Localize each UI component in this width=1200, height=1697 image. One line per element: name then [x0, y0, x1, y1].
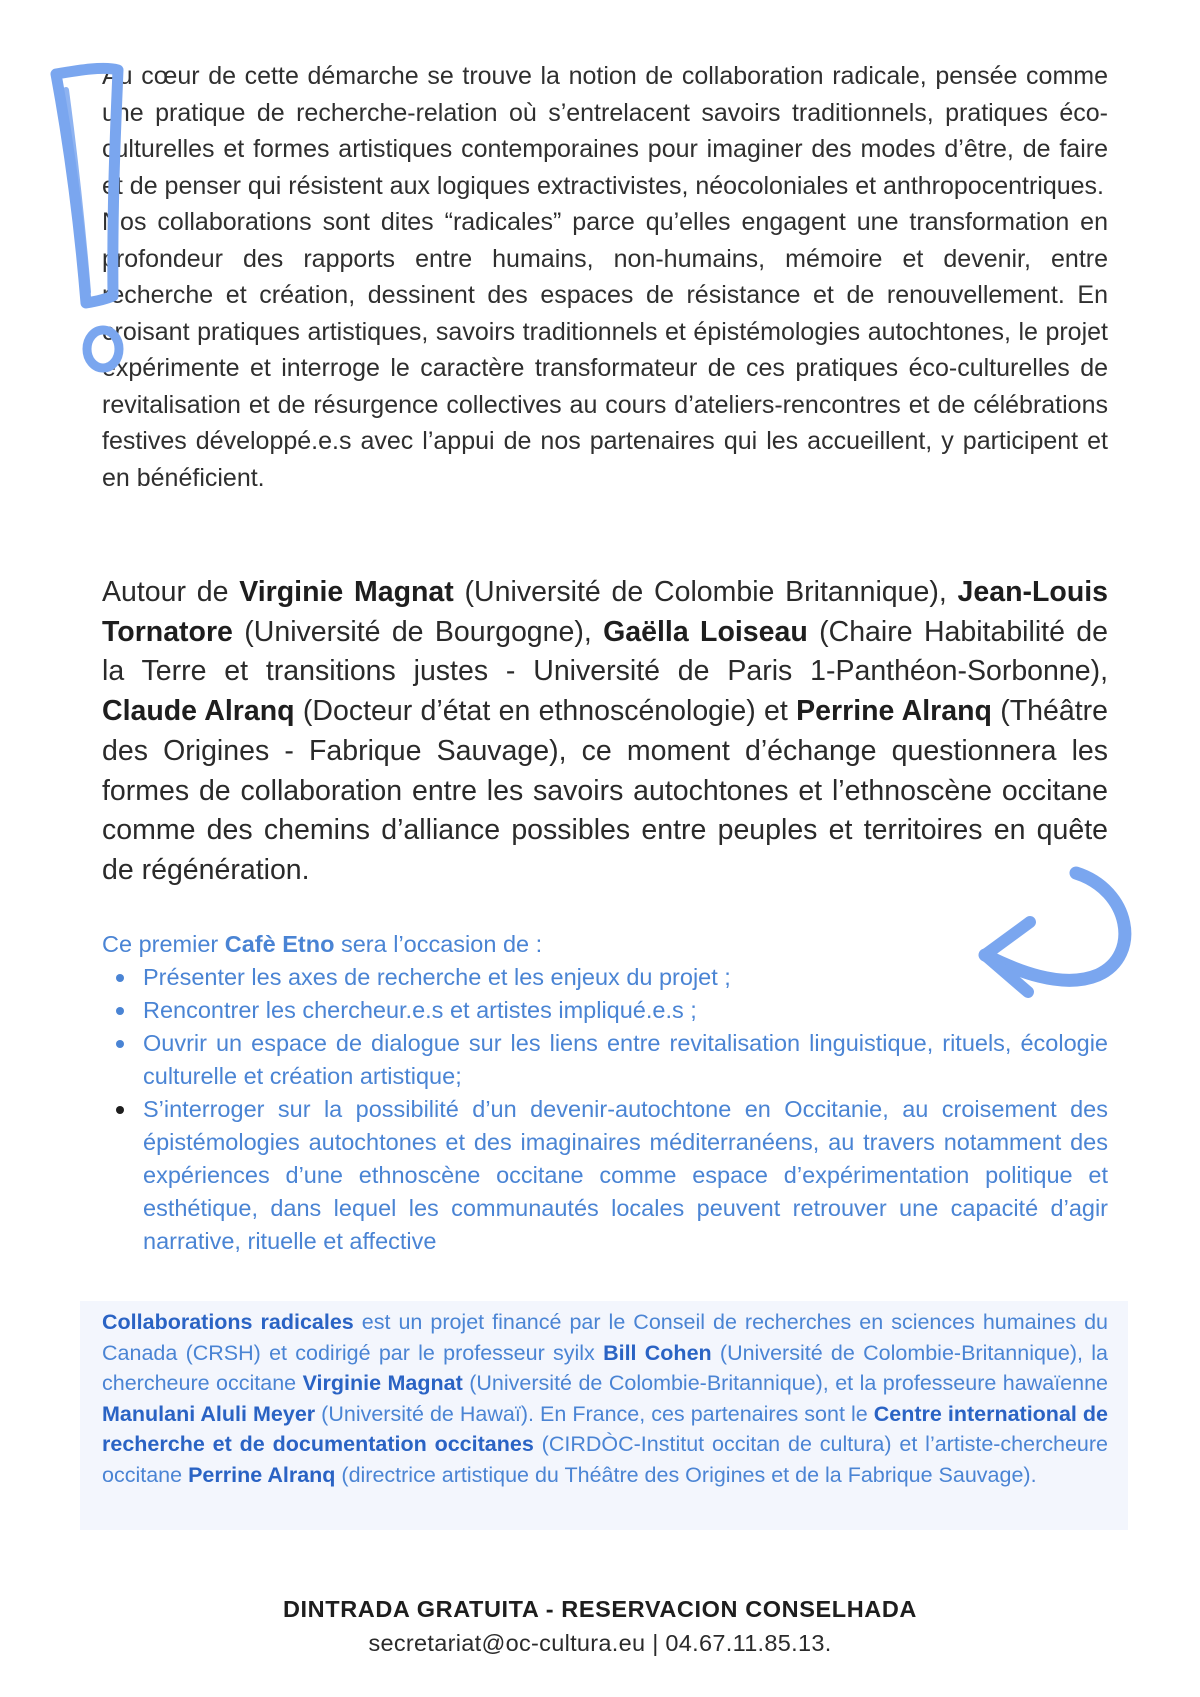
author-name: Virginie Magnat: [239, 576, 454, 608]
funding-text: est un projet financé par le Conseil de recherches en sciences humaines du Canada (CRSH) et codirigé par le professeur syilx: [102, 1310, 1108, 1365]
intro-paragraph-2: Nos collaborations sont dites “radicales” parce qu’elles engagent une transformation en profondeur des rapports entre humains, non-humains, mémoire et devenir, entre recherche et création, dessinent des espaces de résistance et de renouvellement. En croisant pratiques artistiques, savoirs traditionnels et épistémologies autochtones, le projet expérimente et interroge le caractère transformateur de ces pratiques éco-culturelles de revitalisation et de résurgence collectives au cours d’ateliers-rencontres et de célébrations festives développé.e.s avec l’appui de nos partenaires qui les accueillent, y participent et en bénéficient.: [102, 208, 1108, 492]
authors-text: (Théâtre des Origines - Fabrique Sauvage), ce moment d’échange questionnera les formes de collaboration entre les savoirs autochtones et l’ethnoscène occitane comme des chemins d’alliance possibles entre peuples et territoires en quête de régénération.: [102, 695, 1108, 886]
bullet-icon: [116, 1106, 124, 1114]
list-item: [102, 1027, 1108, 1093]
intro-paragraph-1: Au cœur de cette démarche se trouve la notion de collaboration radicale, pensée comme une pratique de recherche-relation où s’entrelacent savoirs traditionnels, pratiques éco-culturelles et formes artistiques contemporaines pour imaginer des modes d’être, de faire et de penser qui résistent aux logiques extractivistes, néocoloniales et anthropocentriques.: [102, 62, 1108, 200]
footer-title: DINTRADA GRATUITA - RESERVACION CONSELHADA: [282, 1596, 918, 1622]
author-name: Jean-Louis Tornatore: [102, 576, 1108, 648]
footer-contact: secretariat@oc-cultura.eu | 04.67.11.85.13.: [368, 1630, 832, 1656]
list-item-text: Présenter les axes de recherche et les enjeux du projet ;: [143, 964, 731, 990]
funding-text: (directrice artistique du Théâtre des Origines et de la Fabrique Sauvage).: [335, 1462, 1037, 1487]
partner-name: Virginie Magnat: [302, 1371, 463, 1396]
cafe-etno-name: Cafè Etno: [224, 931, 335, 957]
intro-section: [102, 58, 1108, 496]
funding-text: (Université de Colombie-Britannique), la chercheure occitane: [102, 1340, 1108, 1396]
partner-name: Centre international de recherche et de documentation occitanes: [102, 1401, 1108, 1457]
list-item: [102, 961, 1108, 994]
authors-text: (Chaire Habitabilité de la Terre et transitions justes - Université de Paris 1-Panthéon-Sorbonne),: [102, 615, 1109, 688]
list-item-text: Ouvrir un espace de dialogue sur les liens entre revitalisation linguistique, rituels, écologie culturelle et création artistique;: [143, 1030, 1108, 1089]
bullet-icon: [116, 1040, 124, 1048]
project-name: Collaborations radicales: [102, 1310, 354, 1334]
author-name: Perrine Alranq: [796, 695, 992, 728]
funding-text: (Université de Hawaï). En France, ces partenaires sont le: [315, 1401, 874, 1426]
list-item: [102, 1093, 1108, 1258]
authors-text: (Docteur d’état en ethnoscénologie) et: [294, 695, 797, 728]
authors-text: (Université de Bourgogne),: [232, 615, 604, 648]
cafe-etno-section: [102, 928, 1108, 1258]
cafe-lead: [102, 928, 1108, 961]
bullet-icon: [116, 974, 124, 982]
list-item: [102, 994, 1108, 1027]
authors-text: Autour de: [102, 576, 240, 608]
funding-paragraph: [102, 1307, 1108, 1491]
partner-name: Bill Cohen: [603, 1340, 712, 1365]
list-item-text: S’interroger sur la possibilité d’un devenir-autochtone en Occitanie, au croisement des épistémologies autochtones et des imaginaires méditerranéens, au travers notamment des expériences d’une ethnoscène occitane comme espace d’expérimentation politique et esthétique, dans lequel les communautés locales peuvent retrouver une capacité d’agir narrative, rituelle et affective: [143, 1096, 1108, 1254]
funding-text: (CIRDÒC-Institut occitan de cultura) et l’artiste-chercheure occitane: [102, 1432, 1108, 1487]
cafe-lead-text: sera l’occasion de :: [334, 931, 543, 957]
authors-text: (Université de Colombie Britannique),: [453, 576, 958, 608]
author-name: Gaëlla Loiseau: [603, 615, 808, 648]
cafe-lead-text: Ce premier: [102, 931, 225, 957]
partner-name: Perrine Alranq: [188, 1462, 336, 1487]
funding-text: (Université de Colombie-Britannique), et la professeure hawaïenne: [462, 1371, 1109, 1396]
partner-name: Manulani Aluli Meyer: [102, 1401, 316, 1426]
author-name: Claude Alranq: [102, 695, 295, 728]
cafe-goals-list: [102, 961, 1108, 1258]
bullet-icon: [116, 1007, 124, 1015]
list-item-text: Rencontrer les chercheur.e.s et artistes impliqué.e.s ;: [143, 997, 697, 1023]
authors-paragraph: [102, 573, 1108, 891]
